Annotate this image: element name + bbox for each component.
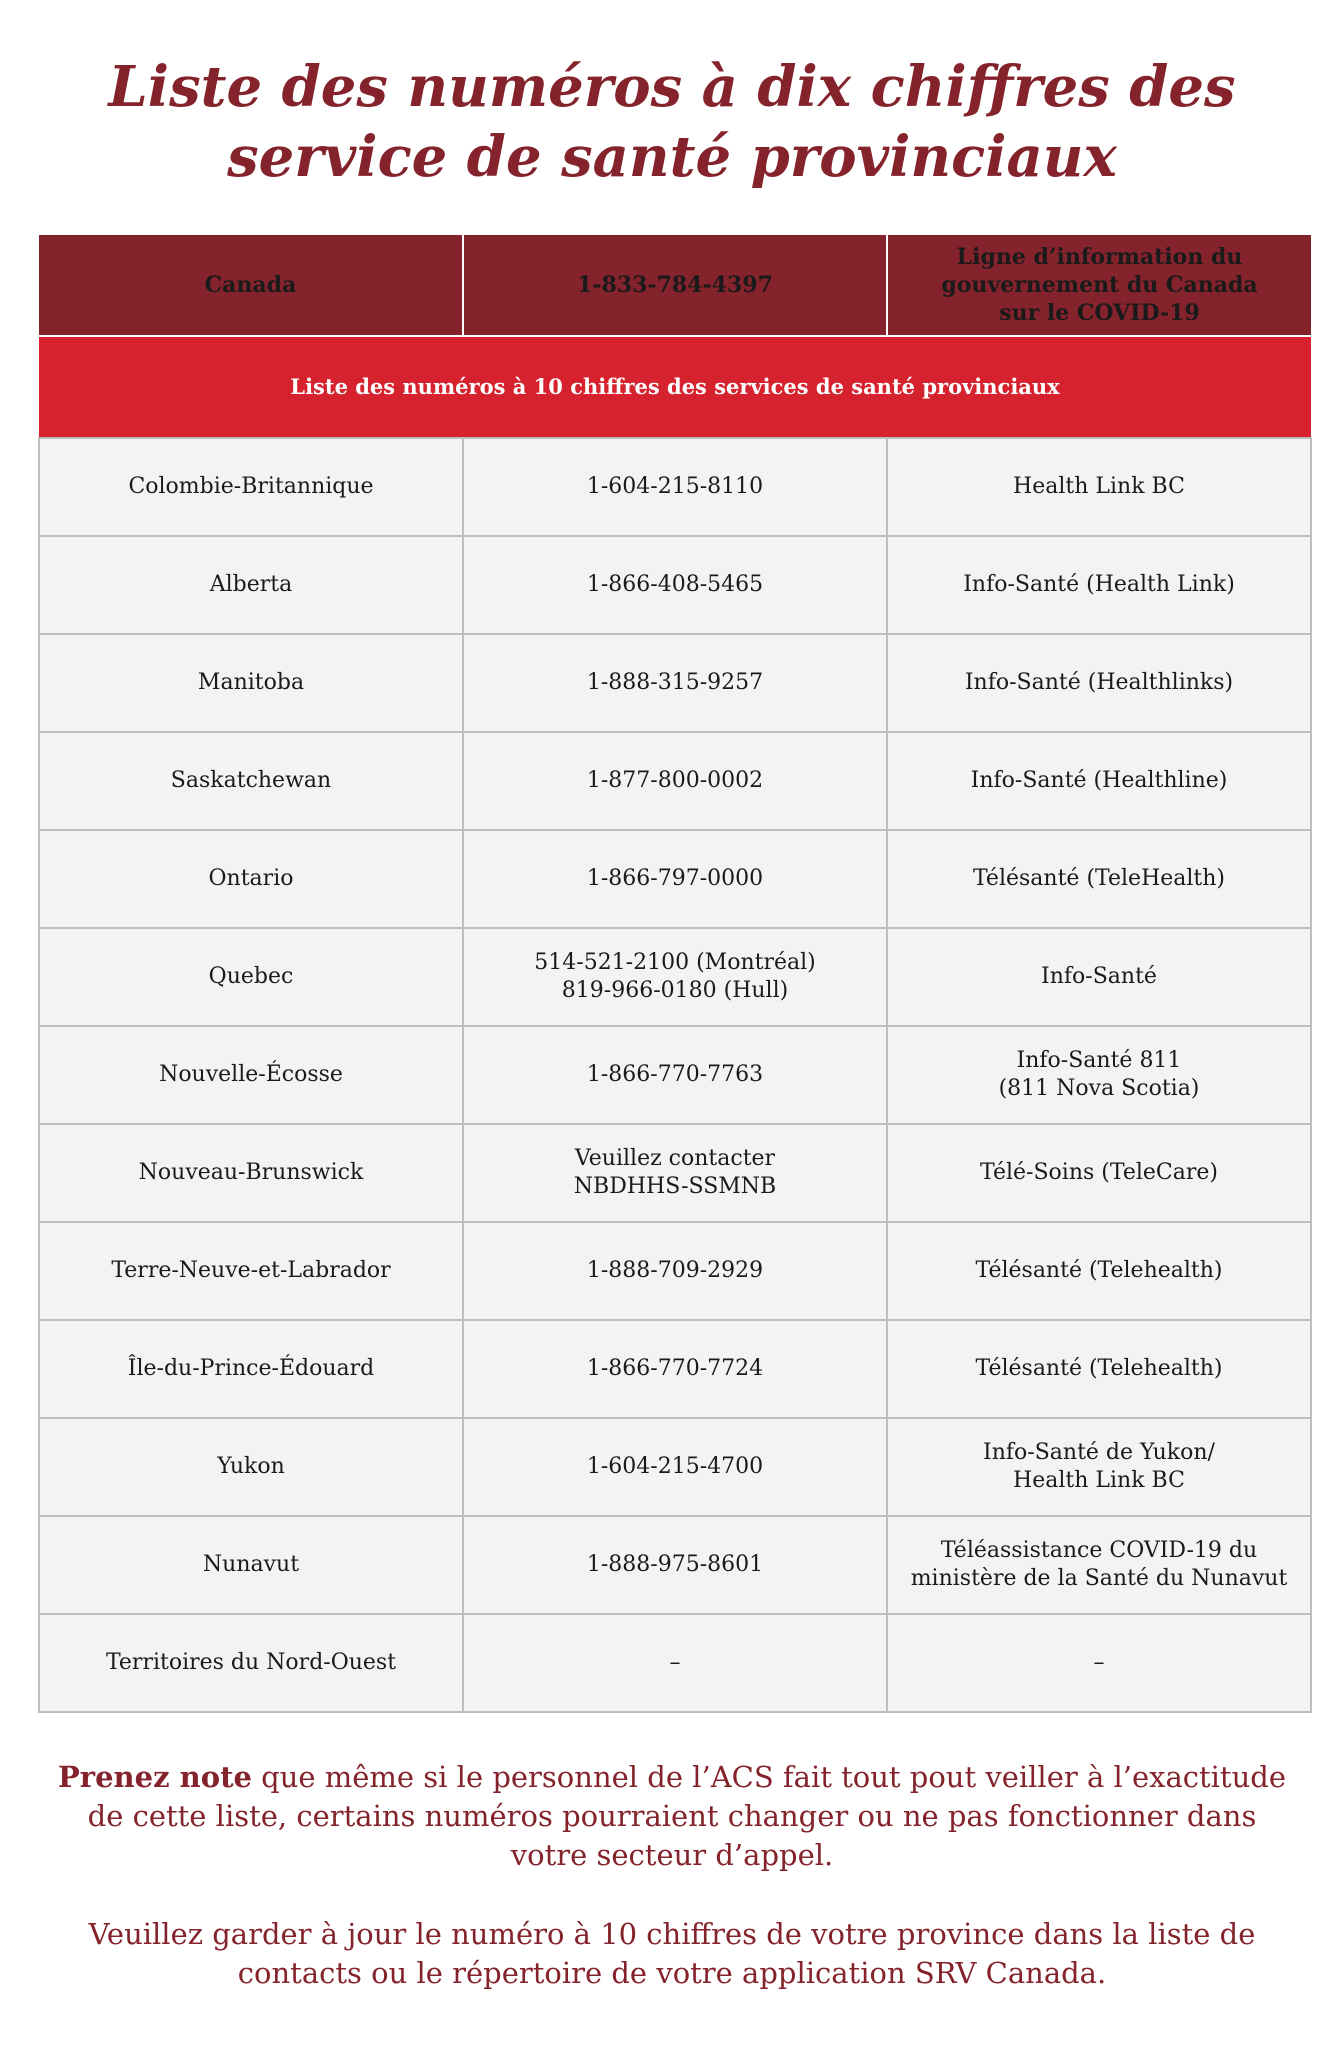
phone-cell [463, 928, 887, 1026]
service-line: ministère de la Santé du Nunavut [910, 1566, 1288, 1591]
service-line: – [1093, 1650, 1105, 1675]
phone-line: 1-888-709-2929 [586, 1258, 764, 1283]
province-cell: Alberta [39, 536, 463, 634]
phone-cell [463, 830, 887, 928]
phone-line: 1-866-770-7763 [586, 1062, 764, 1087]
header-service-line: gouvernement du Canada [941, 272, 1258, 298]
table-row [39, 634, 1311, 732]
table-row [39, 928, 1311, 1026]
title-line-2: service de santé provinciaux [227, 124, 1117, 190]
phone-line: Veuillez contacter [574, 1146, 776, 1171]
table-row [39, 1516, 1311, 1614]
phone-line: 1-866-408-5465 [586, 572, 764, 597]
service-cell [887, 438, 1311, 536]
service-line: Info-Santé (Health Link) [963, 572, 1235, 597]
province-cell: Nunavut [39, 1516, 463, 1614]
table-row [39, 1614, 1311, 1712]
phone-line: 1-877-800-0002 [586, 768, 764, 793]
service-cell [887, 732, 1311, 830]
table-row [39, 1124, 1311, 1222]
phone-line: 1-866-770-7724 [586, 1356, 764, 1381]
phone-cell [463, 1418, 887, 1516]
phone-cell [463, 536, 887, 634]
table-row [39, 1222, 1311, 1320]
phone-cell [463, 1222, 887, 1320]
table-row [39, 1320, 1311, 1418]
province-cell: Ontario [39, 830, 463, 928]
header-federal-number: 1-833-784-4397 [463, 235, 887, 336]
footer-notes [50, 1758, 1294, 2033]
province-cell: Colombie-Britannique [39, 438, 463, 536]
service-line: Info-Santé (Healthline) [970, 768, 1228, 793]
province-cell: Yukon [39, 1418, 463, 1516]
province-cell: Terre-Neuve-et-Labrador [39, 1222, 463, 1320]
phone-line: 1-888-315-9257 [586, 670, 764, 695]
phone-line: – [669, 1650, 681, 1675]
service-cell [887, 536, 1311, 634]
service-line: Health Link BC [1013, 474, 1185, 499]
phone-cell [463, 1320, 887, 1418]
phone-cell [463, 1124, 887, 1222]
header-service-line: sur le COVID-19 [999, 300, 1200, 326]
note-accuracy [50, 1758, 1294, 1875]
service-cell [887, 830, 1311, 928]
service-line: Info-Santé [1041, 964, 1157, 989]
service-line: Info-Santé de Yukon/ [983, 1440, 1215, 1465]
table-row [39, 438, 1311, 536]
note-accuracy-emphasis: Prenez note [58, 1760, 252, 1794]
phone-cell [463, 732, 887, 830]
service-line: Télésanté (TeleHealth) [972, 866, 1226, 891]
service-cell [887, 1418, 1311, 1516]
note-accuracy-text: que même si le personnel de l’ACS fait tout pout veiller à l’exactitude de cette liste, certains numéros pourraient changer ou ne pas fonctionner dans votre secteur d’appel. [87, 1760, 1286, 1872]
phone-line: 514-521-2100 (Montréal) [534, 950, 816, 975]
service-line: Téléassistance COVID-19 du [940, 1538, 1258, 1563]
province-cell: Quebec [39, 928, 463, 1026]
table-row [39, 1418, 1311, 1516]
page-title [0, 52, 1344, 192]
service-line: Télé-Soins (TeleCare) [980, 1160, 1218, 1185]
phone-cell [463, 1026, 887, 1124]
service-cell [887, 1222, 1311, 1320]
service-line: Télésanté (Telehealth) [975, 1356, 1223, 1381]
province-cell: Île-du-Prince-Édouard [39, 1320, 463, 1418]
province-cell: Nouvelle-Écosse [39, 1026, 463, 1124]
service-cell [887, 1516, 1311, 1614]
phone-line: 1-866-797-0000 [586, 866, 764, 891]
phone-cell [463, 634, 887, 732]
title-line-1: Liste des numéros à dix chiffres des [108, 54, 1236, 120]
table-row [39, 1026, 1311, 1124]
province-cell: Saskatchewan [39, 732, 463, 830]
phone-cell [463, 438, 887, 536]
service-line: Info-Santé 811 [1016, 1048, 1182, 1073]
section-band-label: Liste des numéros à 10 chiffres des services de santé provinciaux [39, 336, 1311, 438]
provincial-numbers-table [38, 235, 1312, 1713]
service-line: (811 Nova Scotia) [998, 1076, 1200, 1101]
table-row [39, 830, 1311, 928]
header-canada: Canada [39, 235, 463, 336]
service-cell [887, 1320, 1311, 1418]
phone-line: 1-888-975-8601 [586, 1552, 764, 1577]
service-cell [887, 634, 1311, 732]
phone-line: NBDHHS-SSMNB [573, 1174, 777, 1199]
header-federal-service [887, 235, 1311, 336]
phone-line: 819-966-0180 (Hull) [561, 978, 789, 1003]
section-band-row [39, 336, 1311, 438]
phone-cell [463, 1516, 887, 1614]
province-cell: Nouveau-Brunswick [39, 1124, 463, 1222]
phone-line: 1-604-215-8110 [586, 474, 764, 499]
phone-line: 1-604-215-4700 [586, 1454, 764, 1479]
service-line: Info-Santé (Healthlinks) [964, 670, 1234, 695]
province-cell: Manitoba [39, 634, 463, 732]
service-cell [887, 1124, 1311, 1222]
phone-cell [463, 1614, 887, 1712]
service-cell [887, 928, 1311, 1026]
table-row [39, 732, 1311, 830]
note-keep-updated: Veuillez garder à jour le numéro à 10 chiffres de votre province dans la liste de contacts ou le répertoire de votre application SRV Canada. [88, 1917, 1256, 1990]
table-header-row [39, 235, 1311, 336]
table-row [39, 536, 1311, 634]
service-cell [887, 1026, 1311, 1124]
service-line: Health Link BC [1013, 1468, 1185, 1493]
service-cell [887, 1614, 1311, 1712]
header-service-line: Ligne d’information du [956, 244, 1243, 270]
province-cell: Territoires du Nord-Ouest [39, 1614, 463, 1712]
service-line: Télésanté (Telehealth) [975, 1258, 1223, 1283]
